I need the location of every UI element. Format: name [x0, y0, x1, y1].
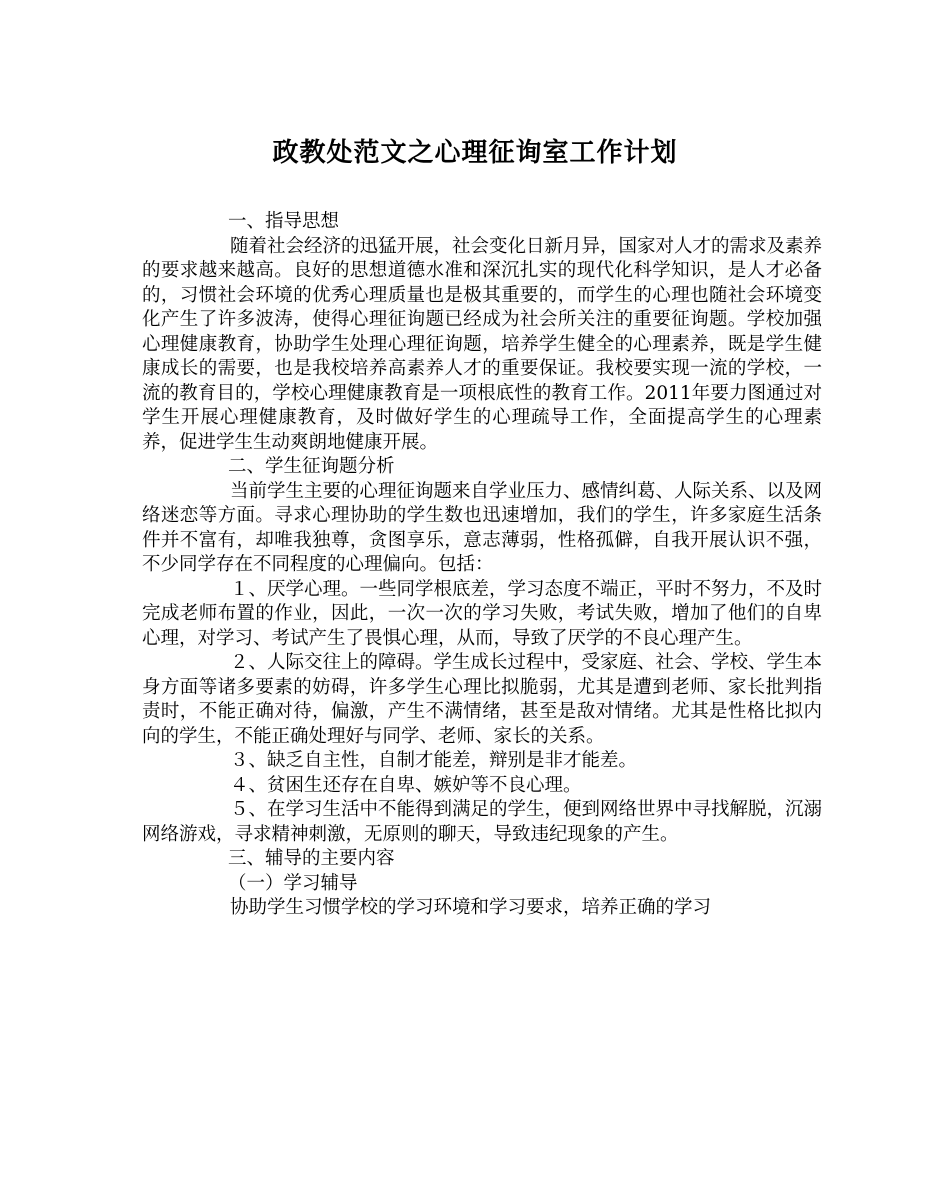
section-heading: 一、指导思想	[228, 211, 340, 232]
paragraph: ５、在学习生活中不能得到满足的学生，便到网络世界中寻找解脱，沉溺网络游戏，寻求精神刺激，无原则的聊天，导致违纪现象的产生。	[142, 799, 823, 845]
document-body	[142, 210, 822, 921]
paragraph: 随着社会经济的迅猛开展，社会变化日新月异，国家对人才的需求及素养的要求越来越高。良好的思想道德水准和深沉扎实的现代化科学知识，是人才必备的，习惯社会环境的优秀心理质量也是极其重要的，而学生的心理也随社会环境变化产生了许多波涛，使得心理征询题已经成为社会所关注的重要征询题。学校加强心理健康教育，协助学生处理心理征询题，培养学生健全的心理素养，既是学生健康成长的需要，也是我校培养高素养人才的重要保证。我校要实现一流的学校，一流的教育目的，学校心理健康教育是一项根底性的教育工作。2011年要力图通过对学生开展心理健康教育，及时做好学生的心理疏导工作，全面提高学生的心理素养，促进学生生动爽朗地健康开展。	[142, 235, 823, 453]
section-heading: （一）学习辅导	[228, 872, 358, 894]
paragraph: ２、人际交往上的障碍。学生成长过程中，受家庭、社会、学校、学生本身方面等诸多要素的妨碍，许多学生心理比拟脆弱，尤其是遭到老师、家长批判指责时，不能正确对待，偏激，产生不满情绪，甚至是敌对情绪。尤其是性格比拟内向的学生，不能正确处理好与同学、老师、家长的关系。	[142, 652, 823, 747]
document-title: 政教处范文之心理征询室工作计划	[272, 138, 678, 168]
section-heading: 二、学生征询题分析	[228, 456, 395, 477]
section-heading: 三、辅导的主要内容	[228, 848, 395, 869]
paragraph: 协助学生习惯学校的学习环境和学习要求，培养正确的学习	[230, 897, 712, 918]
paragraph: ４、贫困生还存在自卑、嫉妒等不良心理。	[230, 774, 582, 796]
paragraph: ３、缺乏自主性，自制才能差，辩别是非才能差。	[230, 750, 638, 771]
paragraph: 当前学生主要的心理征询题来自学业压力、感情纠葛、人际关系、以及网络迷恋等方面。寻求心理协助的学生数也迅速增加，我们的学生，许多家庭生活条件并不富有，却唯我独尊，贪图享乐，意志薄弱，性格孤僻，自我开展认识不强，不少同学存在不同程度的心理偏向。包括：	[142, 480, 823, 575]
paragraph: １、厌学心理。一些同学根底差，学习态度不端正，平时不努力，不及时完成老师布置的作业，因此，一次一次的学习失败，考试失败，增加了他们的自卑心理，对学习、考试产生了畏惧心理，从而，导致了厌学的不良心理产生。	[142, 578, 823, 649]
